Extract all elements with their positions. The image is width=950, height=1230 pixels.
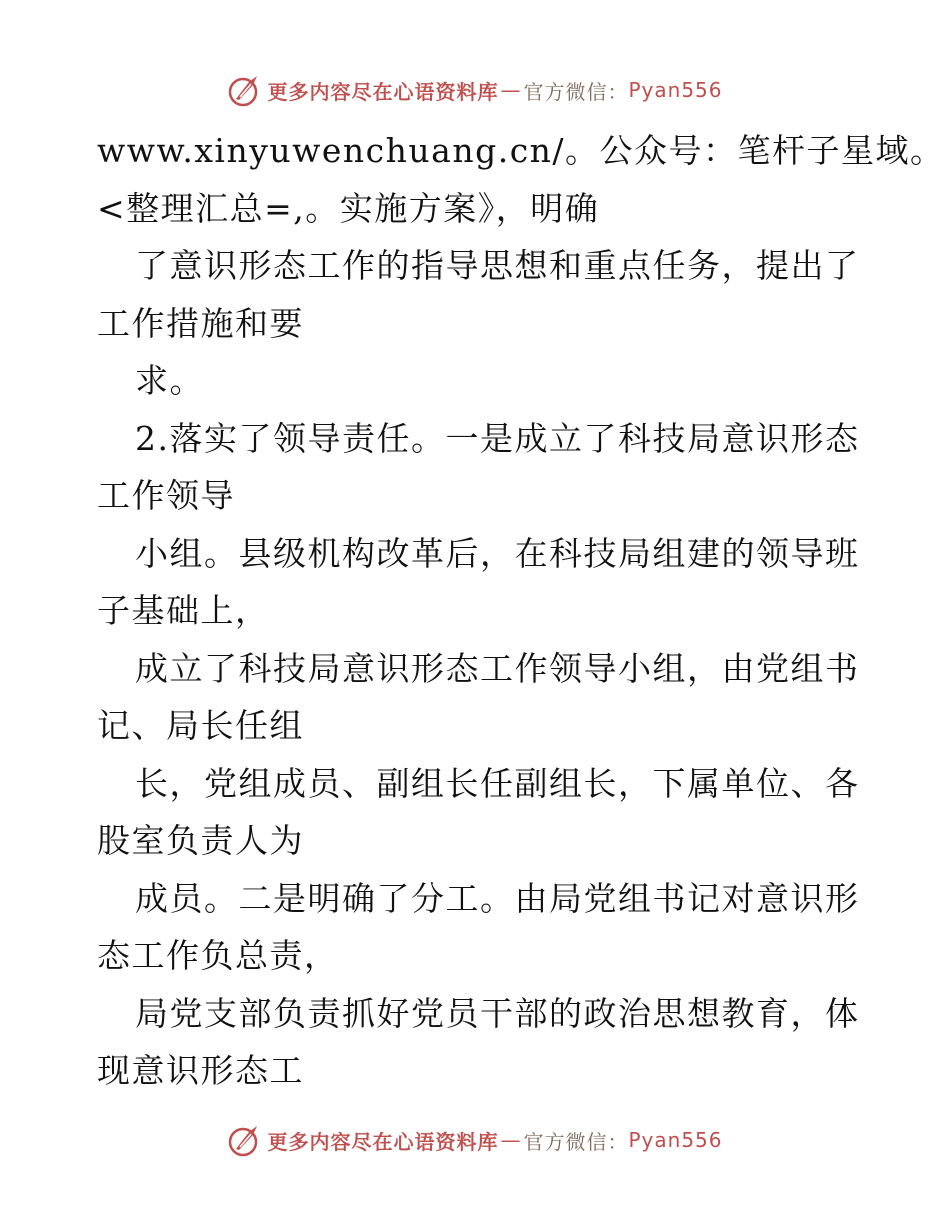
- body-line: 子基础上，: [97, 591, 270, 630]
- body-line: 小组。县级机构改革后，在科技局组建的领导班: [135, 533, 860, 573]
- banner-official-label: 官方微信：: [523, 1129, 629, 1154]
- banner-dash: —: [500, 1128, 522, 1152]
- banner-dash: —: [500, 78, 522, 102]
- pen-nib-logo-icon: [227, 72, 263, 108]
- footer-banner: [0, 1120, 950, 1160]
- banner-wechat-id: Pyan556: [628, 1128, 723, 1152]
- banner-main-text: 更多内容尽在心语资料库: [267, 79, 499, 104]
- banner-official-label: 官方微信：: [523, 79, 629, 104]
- body-line: 股室负责人为: [97, 821, 304, 860]
- header-banner: [0, 70, 950, 110]
- body-line: 现意识形态工: [97, 1051, 304, 1090]
- body-line: 成员。二是明确了分工。由局党组书记对意识形: [135, 878, 860, 918]
- body-line: 态工作负总责，: [97, 936, 339, 975]
- banner-wechat-id: Pyan556: [628, 78, 723, 102]
- body-line: 局党支部负责抓好党员干部的政治思想教育，体: [135, 993, 860, 1033]
- body-line: 了意识形态工作的指导思想和重点任务，提出了: [135, 246, 860, 285]
- body-line: 长，党组成员、副组长任副组长，下属单位、各: [135, 763, 860, 803]
- body-line: 工作措施和要: [97, 303, 304, 343]
- body-line: 求。: [135, 361, 204, 400]
- banner-main-text: 更多内容尽在心语资料库: [267, 1129, 499, 1154]
- pen-nib-logo-icon: [227, 1122, 263, 1158]
- body-line: 2.落实了领导责任。一是成立了科技局意识形态: [135, 418, 860, 458]
- body-line: 记、局长任组: [97, 706, 304, 745]
- body-line: www.xinyuwenchuang.cn/。公众号：笔杆子星域。: [97, 131, 945, 170]
- body-line: 成立了科技局意识形态工作领导小组，由党组书: [135, 648, 860, 688]
- body-line: 工作领导: [97, 476, 235, 515]
- document-body: [0, 122, 950, 1100]
- body-line: <整理汇总=,。实施方案》，明确: [97, 188, 600, 228]
